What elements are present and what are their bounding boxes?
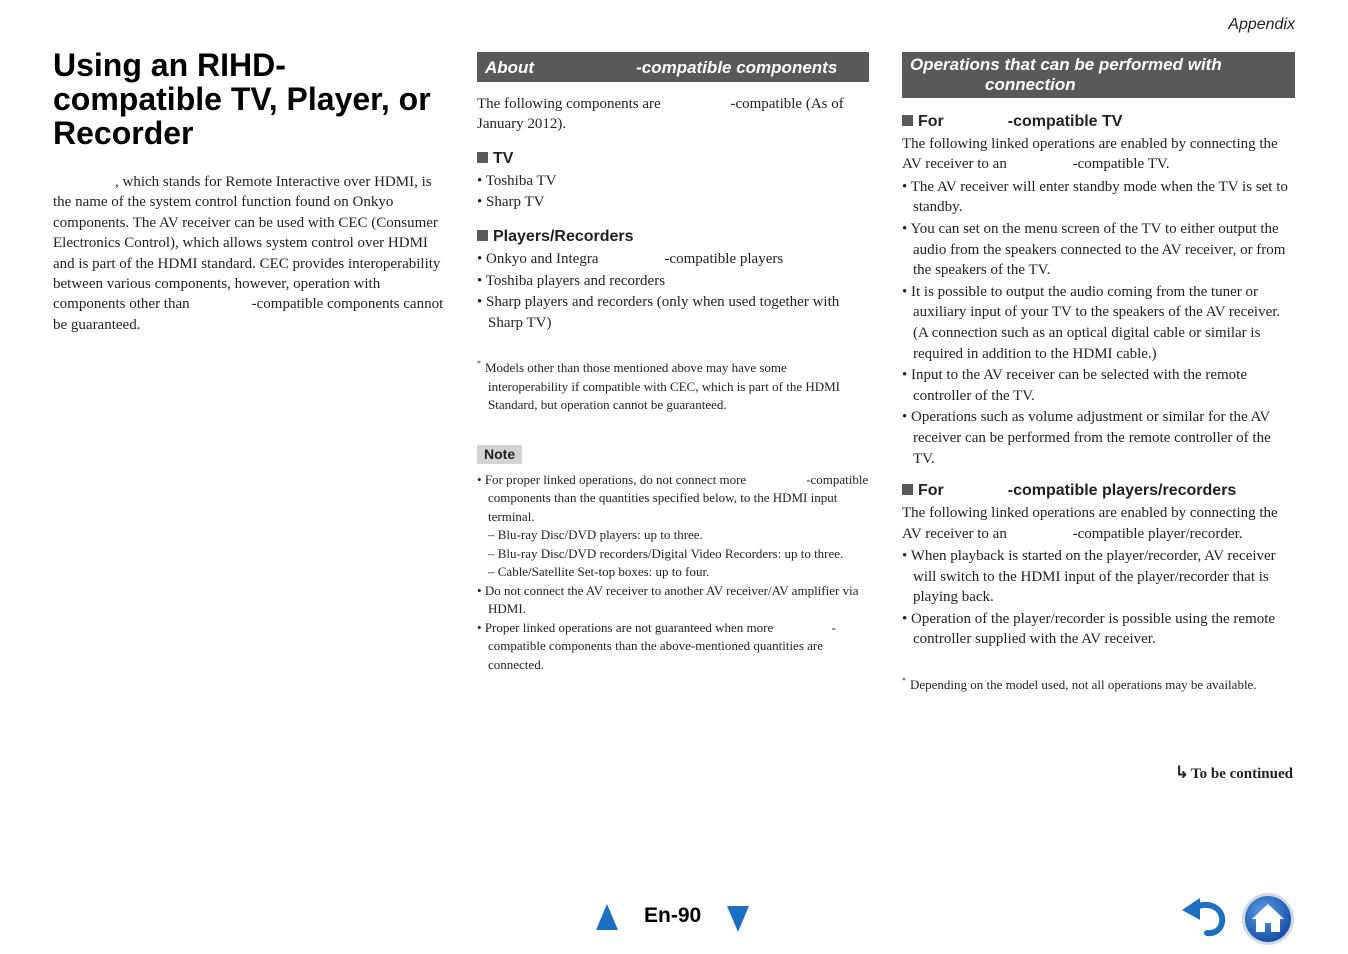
subheading-for-players: For -compatible players/recorders — [902, 481, 1295, 501]
page-title: Using an RIHD-compatible TV, Player, or Recorder — [53, 47, 431, 151]
list-item: • The AV receiver will enter standby mode when the TV is set to standby. — [902, 178, 1288, 216]
note-item: • For proper linked operations, do not connect more -compatible components than the quantities specified below, to the HDMI input terminal. — [477, 471, 869, 524]
square-bullet-icon — [902, 484, 913, 495]
tv-operations-list — [902, 177, 1295, 469]
note-item: • Proper linked operations are not guaranteed when more -compatible components than the above-mentioned quantities are connected. — [477, 619, 836, 672]
square-bullet-icon — [902, 115, 913, 126]
square-bullet-icon — [477, 230, 488, 241]
intro-paragraph: , which stands for Remote Interactive over HDMI, is the name of the system control function found on Onkyo components. The AV receiver can be used with CEC (Consumer Electronics Control), which allows system control over HDMI and is part of the HDMI standard. CEC provides interoperability between various components, however, operation with components other than -compatible components cannot be guaranteed. — [53, 174, 444, 333]
column-components — [477, 52, 869, 674]
note-subitem: – Blu-ray Disc/DVD players: up to three. — [488, 527, 703, 543]
note-label: Note — [477, 445, 522, 464]
column-operations — [902, 52, 1295, 694]
down-triangle-icon[interactable] — [727, 906, 749, 932]
subheading-tv: TV — [477, 149, 869, 169]
note-subitem: – Cable/Satellite Set-top boxes: up to four. — [488, 564, 710, 580]
section-label: Appendix — [1228, 16, 1295, 33]
footnote: * Models other than those mentioned above may have some interoperability if compatible with CEC, which is part of the HDMI Standard, but operation cannot be guaranteed. — [477, 359, 841, 413]
subheading-players: Players/Recorders — [477, 227, 869, 247]
section-heading-about: About -compatible components — [477, 52, 869, 82]
note-item: • Do not connect the AV receiver to another AV receiver/AV amplifier via HDMI. — [477, 582, 859, 617]
turn-arrow-icon: ↳ — [1174, 763, 1190, 783]
list-item: • Toshiba players and recorders — [477, 272, 666, 289]
up-triangle-icon[interactable] — [596, 904, 618, 930]
list-item: • Operation of the player/recorder is possible using the remote controller supplied with the AV receiver. — [902, 610, 1276, 648]
players-operations-list — [902, 546, 1295, 650]
list-item: • Onkyo and Integra -compatible players — [477, 251, 784, 267]
note-list — [477, 471, 869, 675]
list-item: • When playback is started on the player/recorder, AV receiver will switch to the HDMI input of the player/recorder that is playing back. — [902, 547, 1276, 606]
back-arrow-icon[interactable] — [1180, 896, 1228, 938]
players-list — [477, 249, 869, 333]
square-bullet-icon — [477, 152, 488, 163]
footnote: * Depending on the model used, not all operations may be available. — [902, 675, 1257, 692]
list-item: • Input to the AV receiver can be selected with the remote controller of the TV. — [902, 367, 1248, 404]
list-item: • You can set on the menu screen of the TV to either output the audio from the speakers connected to the AV receiver, or from the speakers of the TV. — [902, 221, 1286, 279]
to-be-continued: ↳ To be continued — [1174, 763, 1293, 783]
note-subitem: – Blu-ray Disc/DVD recorders/Digital Video Recorders: up to three. — [488, 545, 844, 561]
list-item: • Sharp players and recorders (only when used together with Sharp TV) — [477, 294, 840, 331]
page-number: En-90 — [644, 904, 702, 927]
players-lead: The following linked operations are enabled by connecting the AV receiver to an -compatible player/recorder. — [902, 505, 1278, 542]
list-item: • Toshiba TV — [477, 172, 557, 189]
home-icon[interactable] — [1241, 892, 1295, 946]
list-item: • It is possible to output the audio coming from the tuner or auxiliary input of your TV to the speakers of the AV receiver. (A connection such as an optical digital cable or similar is required in addition to the HDMI cable.) — [902, 283, 1281, 362]
list-item: • Operations such as volume adjustment or similar for the AV receiver can be performed from the remote controller of the TV. — [902, 409, 1271, 467]
tv-lead: The following linked operations are enabled by connecting the AV receiver to an -compatible TV. — [902, 136, 1278, 173]
tv-list — [477, 171, 869, 213]
page-navigation — [596, 904, 752, 934]
list-item: • Sharp TV — [477, 194, 545, 211]
subheading-for-tv: For -compatible TV — [902, 112, 1295, 132]
components-lead: The following components are -compatible (As of January 2012). — [477, 96, 844, 133]
column-intro — [53, 48, 445, 335]
section-heading-operations: Operations that can be performed with connection — [902, 52, 1295, 98]
